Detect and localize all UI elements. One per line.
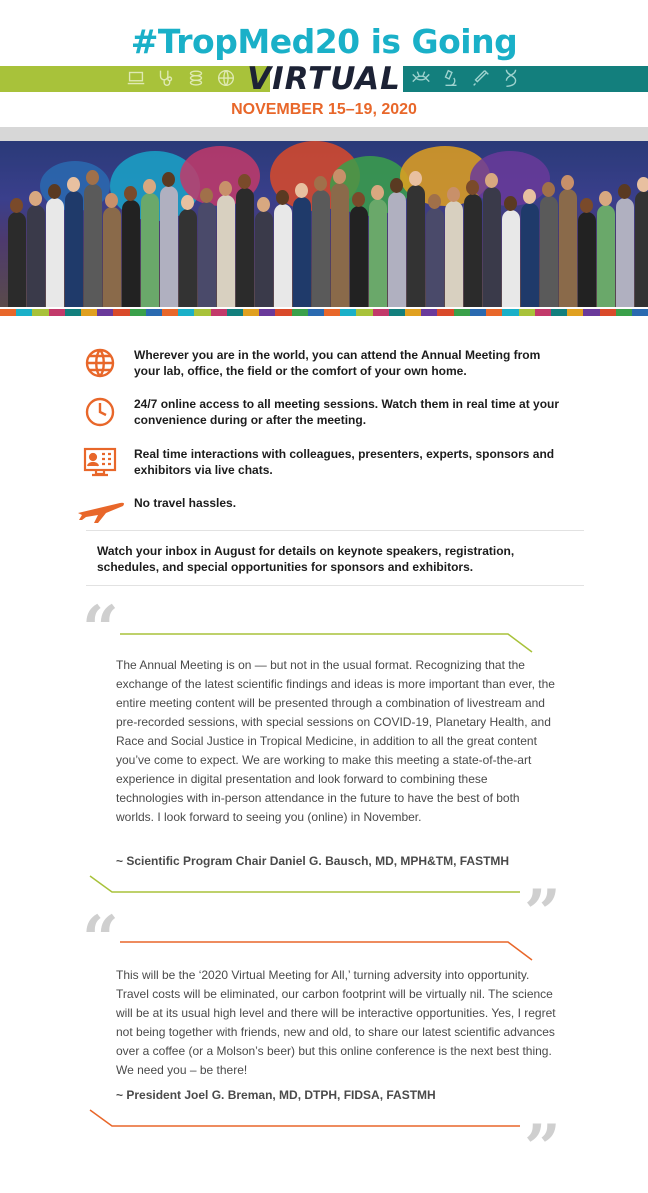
stripe-segment — [502, 309, 518, 316]
feature-live-chat — [82, 446, 562, 480]
person-head — [29, 191, 42, 206]
person-head — [67, 177, 80, 192]
person-head — [580, 198, 593, 213]
stripe-segment — [551, 309, 567, 316]
person-head — [238, 174, 251, 189]
person-head — [485, 173, 498, 188]
stripe-segment — [324, 309, 340, 316]
microscope-icon — [440, 67, 462, 89]
stripe-segment — [535, 309, 551, 316]
stripe-segment — [486, 309, 502, 316]
clock-icon — [82, 394, 118, 430]
stripe-segment — [227, 309, 243, 316]
person-head — [409, 171, 422, 186]
person-head — [219, 181, 232, 196]
person — [179, 209, 197, 307]
person-head — [371, 185, 384, 200]
person — [236, 188, 254, 307]
open-quote-icon: “ — [82, 902, 119, 977]
person-head — [504, 196, 517, 211]
person — [141, 193, 159, 307]
person-head — [637, 177, 648, 192]
person-head — [10, 198, 23, 213]
globe-icon — [82, 345, 118, 381]
stripe-segment — [292, 309, 308, 316]
feature-no-travel — [82, 495, 562, 529]
mosquito-icon — [410, 67, 432, 89]
person — [27, 205, 45, 307]
person — [331, 183, 349, 307]
person — [483, 187, 501, 307]
person-head — [276, 190, 289, 205]
person-head — [86, 170, 99, 185]
quote-top-line — [0, 930, 648, 960]
video-chat-icon — [82, 444, 118, 480]
person-head — [314, 176, 327, 191]
person-head — [162, 172, 175, 187]
stripe-segment — [113, 309, 129, 316]
person-head — [333, 169, 346, 184]
stripe-segment — [583, 309, 599, 316]
stripe-segment — [243, 309, 259, 316]
stripe-segment — [616, 309, 632, 316]
person — [464, 194, 482, 307]
person-head — [257, 197, 270, 212]
stripe-segment — [600, 309, 616, 316]
person — [635, 191, 648, 307]
quote-text: The Annual Meeting is on — but not in the usual format. Recognizing that the exchange of the latest scientific findings and ideas is more important than ever, the entire meeting content will be presented through a combination of livestream and pre-recorded sessions, with special sessions on COVID-19, Planetary Health, and Race and Social Justice in Tropical Medicine, in addition to all the great content you’ve come to expect. We are working to make this meeting a state-of-the-art experience in digital presentation and look forward to combining these technologies with in-person attendance in the future to have the best of both worlds. I look forward to seeing you (online) in November. — [116, 658, 555, 824]
syringe-icon — [470, 67, 492, 89]
person — [84, 184, 102, 307]
person-head — [447, 187, 460, 202]
stripe-segment — [0, 309, 16, 316]
airplane-icon — [76, 493, 126, 529]
person — [502, 210, 520, 307]
person-head — [200, 188, 213, 203]
person — [369, 199, 387, 307]
person — [217, 195, 235, 307]
stripe-segment — [65, 309, 81, 316]
quote-signature: ~ President Joel G. Breman, MD, DTPH, FIDSA, FASTMH — [116, 1088, 436, 1102]
stripe-segment — [437, 309, 453, 316]
feature-text: No travel hassles. — [134, 496, 237, 510]
stripe-segment — [567, 309, 583, 316]
person-head — [143, 179, 156, 194]
stripe-segment — [162, 309, 178, 316]
person — [122, 200, 140, 307]
person-head — [390, 178, 403, 193]
person — [445, 201, 463, 307]
person — [407, 185, 425, 307]
feature-text: Real time interactions with colleagues, presenters, experts, sponsors and exhibitors via live chats. — [134, 447, 555, 477]
person — [521, 203, 539, 307]
person-head — [181, 195, 194, 210]
stripe-segment — [373, 309, 389, 316]
stripe-segment — [356, 309, 372, 316]
person — [8, 212, 26, 307]
stripe-segment — [421, 309, 437, 316]
feature-text: 24/7 online access to all meeting sessions. Watch them in real time at your convenience during or after the meeting. — [134, 397, 560, 427]
stripe-segment — [275, 309, 291, 316]
person-head — [105, 193, 118, 208]
virtual-heading: VIRTUAL — [247, 61, 401, 97]
person-head — [542, 182, 555, 197]
close-quote-icon: ” — [524, 876, 561, 951]
stripe-segment — [470, 309, 486, 316]
stripe-segment — [130, 309, 146, 316]
person-head — [352, 192, 365, 207]
quote-top-line — [0, 622, 648, 652]
person-head — [48, 184, 61, 199]
person — [616, 198, 634, 307]
person — [540, 196, 558, 307]
feature-24-7 — [82, 396, 562, 430]
person — [312, 190, 330, 307]
event-dates: NOVEMBER 15–19, 2020 — [231, 101, 417, 118]
stripe-segment — [32, 309, 48, 316]
person — [103, 207, 121, 307]
person-head — [523, 189, 536, 204]
stripe-segment — [389, 309, 405, 316]
stripe-segment — [178, 309, 194, 316]
page-title: #TropMed20 is Going — [130, 22, 518, 61]
person — [388, 192, 406, 307]
person-head — [124, 186, 137, 201]
stripe-segment — [16, 309, 32, 316]
quote-signature: ~ Scientific Program Chair Daniel G. Bausch, MD, MPH&TM, FASTMH — [116, 854, 510, 868]
person — [160, 186, 178, 307]
stripe-segment — [308, 309, 324, 316]
feature-anywhere — [82, 347, 562, 381]
group-photo — [0, 141, 648, 307]
person — [597, 205, 615, 307]
person-head — [618, 184, 631, 199]
person — [350, 206, 368, 307]
person-head — [295, 183, 308, 198]
stripe-segment — [405, 309, 421, 316]
feature-text: Wherever you are in the world, you can attend the Annual Meeting from your lab, office, the field or the comfort of your own home. — [134, 348, 541, 378]
stripe-segment — [519, 309, 535, 316]
stripe-segment — [146, 309, 162, 316]
person — [274, 204, 292, 307]
person — [65, 191, 83, 307]
stripe-segment — [454, 309, 470, 316]
person — [293, 197, 311, 307]
quote-text: This will be the ‘2020 Virtual Meeting for All,’ turning adversity into opportunity. Travel costs will be eliminated, our carbon footprint will be virtually nil. The science will be at its usual high level and there will be interactive opportunities. Yes, I regret not being together with friends, new and old, to share our latest scientific advances over a coffee (or a Molson’s beer) but this online conference is the next best thing. We need you – be there! — [116, 968, 556, 1077]
person — [46, 198, 64, 307]
color-stripe — [0, 309, 648, 316]
separator — [86, 530, 584, 531]
divider-bar — [0, 127, 648, 141]
open-quote-icon: “ — [82, 592, 119, 667]
dna-icon — [500, 67, 522, 89]
stripe-segment — [81, 309, 97, 316]
person — [255, 211, 273, 307]
person — [559, 189, 577, 307]
person-head — [561, 175, 574, 190]
watch-inbox-note: Watch your inbox in August for details on keynote speakers, registration, schedules, and special opportunities for sponsors and exhibitors. — [97, 544, 515, 574]
person — [198, 202, 216, 307]
separator — [86, 585, 584, 586]
stripe-segment — [259, 309, 275, 316]
close-quote-icon: ” — [524, 1111, 561, 1186]
stripe-segment — [632, 309, 648, 316]
person-head — [599, 191, 612, 206]
person — [578, 212, 596, 307]
stripe-segment — [194, 309, 210, 316]
stripe-segment — [97, 309, 113, 316]
person — [426, 208, 444, 307]
band-icons-right — [410, 67, 522, 89]
person-head — [428, 194, 441, 209]
person-head — [466, 180, 479, 195]
stripe-segment — [211, 309, 227, 316]
stripe-segment — [340, 309, 356, 316]
stripe-segment — [49, 309, 65, 316]
